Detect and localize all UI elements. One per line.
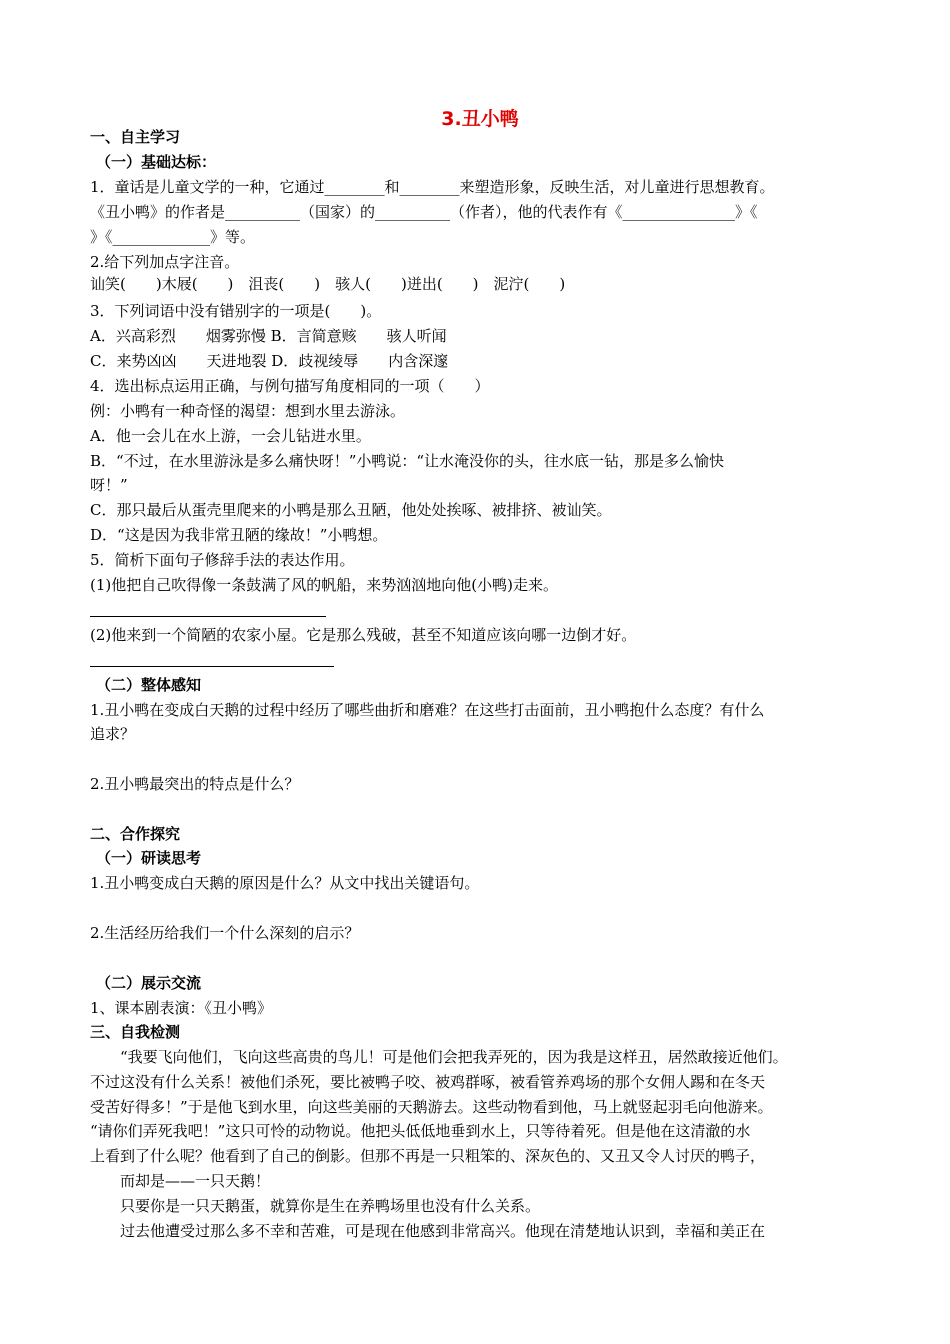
question-3-options-cd: C．来势凶凶 天进地裂 D．歧视绫辱 内含深邃 (90, 352, 449, 370)
question-5: 5．简析下面句子修辞手法的表达作用。 (90, 551, 355, 569)
question-1-line-3: 》《_____________》等。 (90, 228, 256, 246)
question-4-option-d: D．“这是因为我非常丑陋的缘故！”小鸭想。 (90, 526, 388, 544)
passage-line-8: 过去他遭受过那么多不幸和苦难，可是现在他感到非常高兴。他现在清楚地认识到，幸福和美正在 (120, 1222, 766, 1240)
passage-line-3: 受苦好得多！”于是他飞到水里，向这些美丽的天鹅游去。这些动物看到他，马上就竖起羽毛向他游来。 (90, 1098, 773, 1116)
perception-question-2: 2.丑小鸭最突出的特点是什么？ (90, 775, 300, 793)
perception-question-1-line-2: 追求？ (90, 725, 136, 743)
answer-line (90, 666, 334, 667)
subheading-study: （一）研读思考 (96, 849, 202, 867)
passage-line-2: 不过这没有什么关系！被他们杀死，要比被鸭子咬、被鸡群啄，被看管养鸡场的那个女佣人踢和在冬天 (90, 1073, 766, 1091)
question-5-sentence-1: (1)他把自己吹得像一条鼓满了风的帆船，来势汹汹地向他(小鸭)走来。 (90, 576, 558, 594)
study-question-2: 2.生活经历给我们一个什么深刻的启示？ (90, 924, 360, 942)
question-4-example: 例：小鸭有一种奇怪的渴望：想到水里去游泳。 (90, 402, 406, 420)
passage-line-4: “请你们弄死我吧！”这只可怜的动物说。他把头低低地垂到水上，只等待着死。但是他在这清澈的水 (90, 1122, 751, 1140)
section-heading-self-study: 一、自主学习 (90, 128, 181, 146)
question-1-line-1: 1．童话是儿童文学的一种，它通过________和________来塑造形象，反映生活，对儿童进行思想教育。 (90, 178, 775, 196)
passage-line-7: 只要你是一只天鹅蛋，就算你是生在养鸭场里也没有什么关系。 (120, 1197, 541, 1215)
passage-line-1: “我要飞向他们，飞向这些高贵的鸟儿！可是他们会把我弄死的，因为我是这样丑，居然敢接近他们。 (120, 1048, 788, 1066)
answer-line (90, 616, 326, 617)
passage-line-6: 而却是——一只天鹅！ (120, 1172, 271, 1190)
passage-line-5: 上看到了什么呢？他看到了自己的倒影。但那不再是一只粗笨的、深灰色的、又丑又令人讨厌的鸭子， (90, 1147, 766, 1165)
question-4: 4．选出标点运用正确，与例句描写角度相同的一项（ ） (90, 377, 490, 395)
question-2-items: 讪笑( )木屐( ) 沮丧( ) 骇人( )迸出( ) 泥泞( ) (90, 275, 566, 293)
study-question-1: 1.丑小鸭变成白天鹅的原因是什么？从文中找出关键语句。 (90, 874, 480, 892)
section-heading-self-test: 三、自我检测 (90, 1023, 181, 1041)
section-heading-cooperation: 二、合作探究 (90, 825, 181, 843)
question-4-option-b-line-1: B．“不过，在水里游泳是多么痛快呀！”小鸭说：“让水淹没你的头，往水底一钻，那是多么愉快 (90, 452, 725, 470)
question-4-option-a: A．他一会儿在水上游，一会儿钻进水里。 (90, 427, 371, 445)
perception-question-1-line-1: 1.丑小鸭在变成白天鹅的过程中经历了哪些曲折和磨难？在这些打击面前，丑小鸭抱什么态度？有什么 (90, 701, 765, 719)
question-4-option-c: C．那只最后从蛋壳里爬来的小鸭是那么丑陋，他处处挨啄、被排挤、被讪笑。 (90, 501, 612, 519)
page-title: 3.丑小鸭 (441, 108, 519, 130)
question-2: 2.给下列加点字注音。 (90, 253, 240, 271)
subheading-exchange: （二）展示交流 (96, 974, 202, 992)
exchange-item-1: 1、课本剧表演：《丑小鸭》 (90, 999, 273, 1017)
subheading-basic: （一）基础达标： (96, 153, 217, 171)
question-1-line-2: 《丑小鸭》的作者是__________（国家）的__________（作者），他的代表作有《_______________》《 (90, 203, 758, 221)
question-3: 3．下列词语中没有错别字的一项是( )。 (90, 302, 382, 320)
question-3-options-ab: A．兴高彩烈 烟雾弥慢 B．言简意赅 骇人听闻 (90, 327, 447, 345)
subheading-overall: （二）整体感知 (96, 676, 202, 694)
question-5-sentence-2: (2)他来到一个简陋的农家小屋。它是那么残破，甚至不知道应该向哪一边倒才好。 (90, 626, 637, 644)
question-4-option-b-line-2: 呀！” (90, 476, 128, 494)
